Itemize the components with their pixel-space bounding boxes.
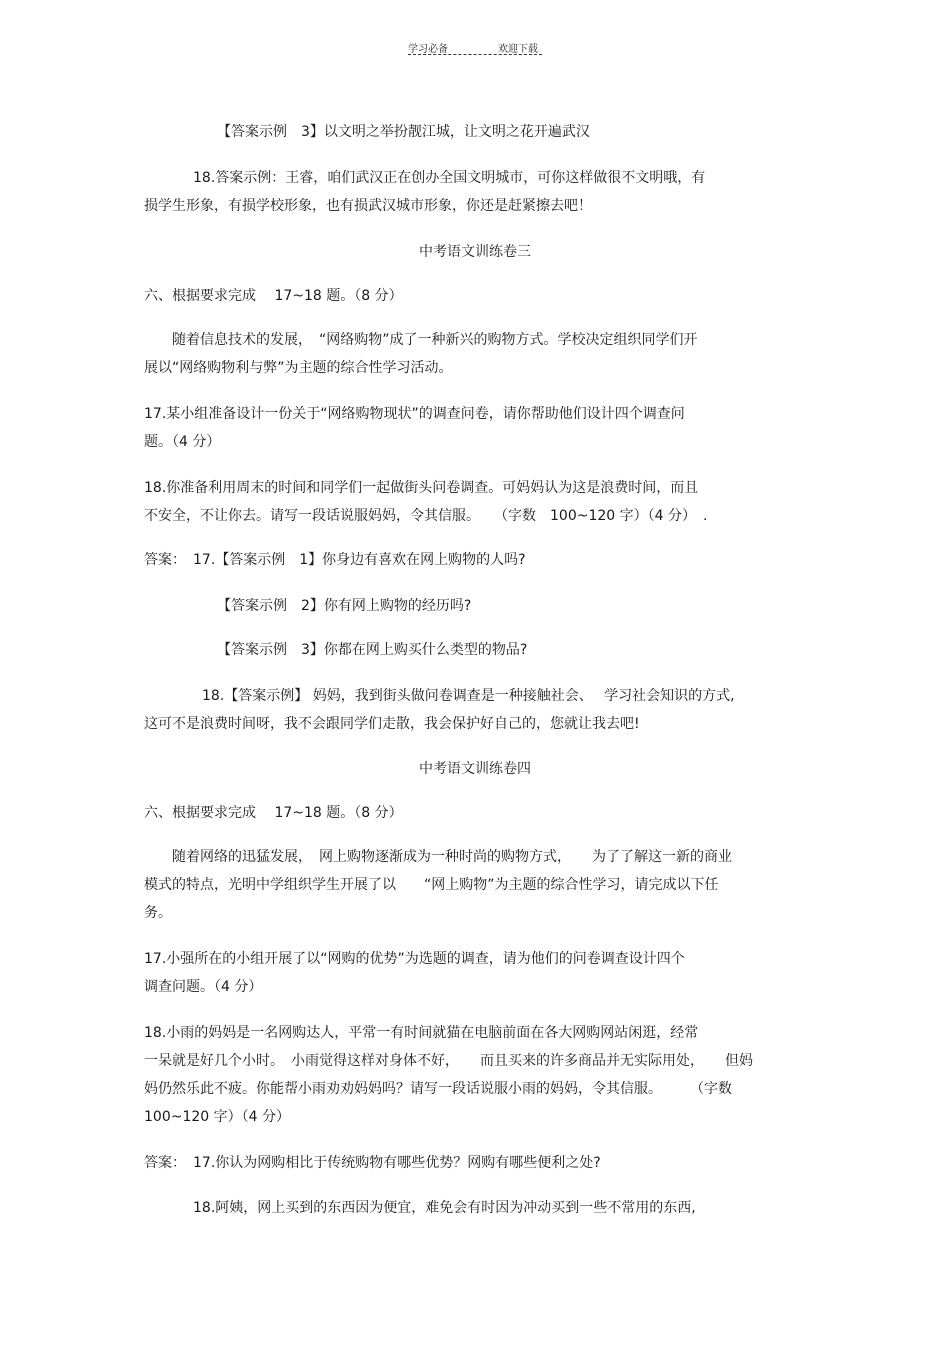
section4-answer-17: 答案： 17.你认为网购相比于传统购物有哪些优势？网购有哪些便利之处? bbox=[144, 1155, 601, 1171]
section3-q18-line2: 不安全，不让你去。请写一段话说服妈妈，令其信服。 （字数 100~120 字）（4 分） . bbox=[144, 508, 708, 524]
section4-q17-line1: 17.小强所在的小组开展了以“网购的优势”为选题的调查，请为他们的问卷调查设计四个 bbox=[144, 951, 685, 967]
section4-q18-line3: 妈仍然乐此不疲。你能帮小雨劝劝妈妈吗？请写一段话说服小雨的妈妈，令其信服。 （字数 bbox=[144, 1081, 732, 1097]
section3-answer-17-example1: 答案： 17.【答案示例 1】你身边有喜欢在网上购物的人吗? bbox=[144, 552, 526, 568]
section3-intro-line1: 随着信息技术的发展， “网络购物”成了一种新兴的购物方式。学校决定组织同学们开 bbox=[172, 332, 698, 348]
section-title-3: 中考语文训练卷三 bbox=[419, 244, 531, 260]
section4-q18-line2: 一呆就是好几个小时。 小雨觉得这样对身体不好， 而且买来的许多商品并无实际用处， 但妈 bbox=[144, 1053, 753, 1069]
answer-18-line1: 18.答案示例：王睿，咱们武汉正在创办全国文明城市，可你这样做很不文明哦，有 bbox=[193, 170, 706, 186]
header-left-text: 学习必备 bbox=[408, 44, 448, 55]
section4-intro-line2: 模式的特点，光明中学组织学生开展了以 “网上购物”为主题的综合性学习，请完成以下任 bbox=[144, 877, 719, 893]
section4-intro-line3: 务。 bbox=[144, 905, 172, 921]
section3-intro-line2: 展以“网络购物利与弊”为主题的综合性学习活动。 bbox=[144, 360, 453, 376]
section4-answer-18-line1: 18.阿姨，网上买到的东西因为便宜，难免会有时因为冲动买到一些不常用的东西, bbox=[193, 1200, 696, 1216]
section3-q17-line1: 17.某小组准备设计一份关于“网络购物现状”的调查问卷，请你帮助他们设计四个调查问 bbox=[144, 406, 685, 422]
answer-18-line2: 损学生形象，有损学校形象，也有损武汉城市形象，你还是赶紧擦去吧！ bbox=[144, 198, 592, 214]
section3-instructions: 六、根据要求完成 17~18 题。（8 分） bbox=[144, 288, 403, 304]
section-title-4: 中考语文训练卷四 bbox=[419, 761, 531, 777]
section3-answer-17-example3: 【答案示例 3】你都在网上购买什么类型的物品? bbox=[217, 642, 528, 658]
header-rule bbox=[408, 54, 542, 55]
section4-instructions: 六、根据要求完成 17~18 题。（8 分） bbox=[144, 805, 403, 821]
section4-q17-line2: 调查问题。（4 分） bbox=[144, 979, 263, 995]
section4-q18-line4: 100~120 字）（4 分） bbox=[144, 1109, 290, 1125]
section3-q18-line1: 18.你准备利用周末的时间和同学们一起做街头问卷调查。可妈妈认为这是浪费时间，而且 bbox=[144, 480, 699, 496]
section4-q18-line1: 18.小雨的妈妈是一名网购达人，平常一有时间就猫在电脑前面在各大网购网站闲逛，经常 bbox=[144, 1025, 699, 1041]
section3-answer-18-line2: 这可不是浪费时间呀，我不会跟同学们走散，我会保护好自己的，您就让我去吧! bbox=[144, 716, 640, 732]
answer-example-3: 【答案示例 3】以文明之举扮靓江城，让文明之花开遍武汉 bbox=[217, 124, 590, 140]
section3-answer-18-line1: 18.【答案示例】 妈妈，我到街头做问卷调查是一种接触社会、 学习社会知识的方式, bbox=[202, 688, 735, 704]
header-right-text: 欢迎下载 bbox=[498, 44, 538, 55]
section3-answer-17-example2: 【答案示例 2】你有网上购物的经历吗? bbox=[217, 598, 472, 614]
section4-intro-line1: 随着网络的迅猛发展， 网上购物逐渐成为一种时尚的购物方式， 为了了解这一新的商业 bbox=[172, 849, 732, 865]
section3-q17-line2: 题。（4 分） bbox=[144, 434, 221, 450]
